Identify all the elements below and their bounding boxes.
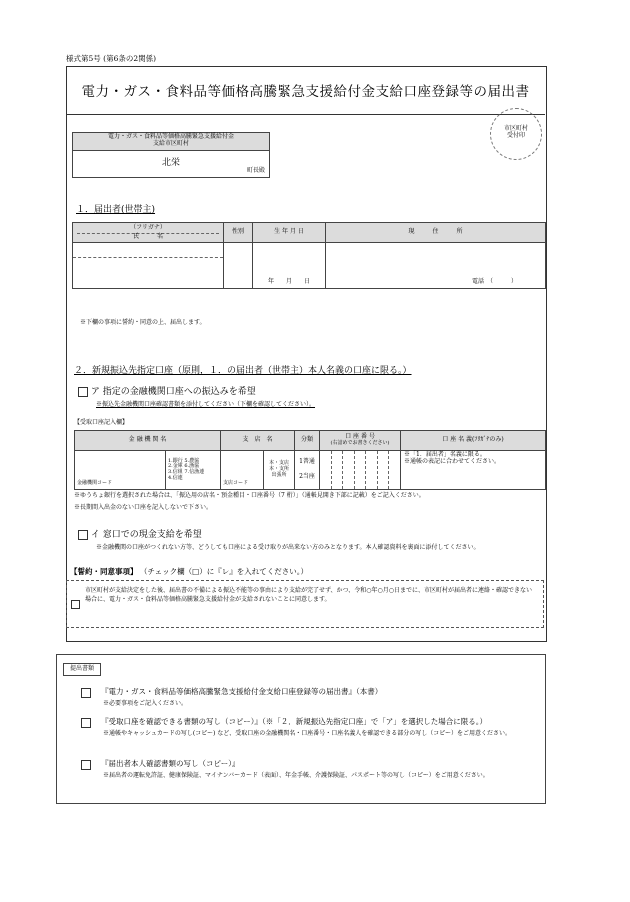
option-i-checkbox[interactable]: [78, 530, 88, 540]
applicant-table: [72, 222, 546, 289]
option-i[interactable]: [78, 527, 202, 540]
phone-label: 電話 （ ）: [471, 278, 517, 286]
dob-field[interactable]: 年 月 日: [253, 243, 326, 289]
yucho-note: ※ゆうちょ銀行を選択された場合は、「振込用の店名・預金種目・口座番号（7 桁）」（通帳見開き下部に記載）をご記入ください。: [74, 492, 425, 499]
form-title: 電力・ガス・食料品等価格高騰緊急支援給付金支給口座登録等の届出書: [66, 66, 545, 115]
option-a-note: ※振込先金融機関口座確認書類を添付してください（下欄を確認してください）。: [96, 401, 316, 408]
col-account: 口 座 番 号: [345, 433, 375, 441]
option-i-note: ※金融機関の口座がつくれない方等、どうしても口座による受け取りが出来ない方のみとなります。本人確認資料を裏面に添付してください。: [96, 544, 480, 551]
account-type-options[interactable]: 1普通 2当座: [295, 451, 320, 490]
branch-code-label: 支店コード: [223, 480, 249, 487]
address-field[interactable]: [326, 243, 546, 289]
municipality-name[interactable]: 北栄: [161, 158, 180, 168]
consent-heading: 【誓約・同意事項】: [70, 567, 138, 576]
pledge-note: ※下欄の事項に誓約・同意の上、届出します。: [80, 319, 206, 326]
name-label: 氏 名: [77, 233, 219, 241]
section1-heading: １．届出者(世帯主): [76, 205, 156, 215]
document-title: 『受取口座を確認できる書類の写し（コピー）』（※「２．新規振込先指定口座」で「ア」を選択した場合に限る。）: [101, 717, 487, 726]
branch-name-field[interactable]: [221, 451, 264, 490]
sex-label: 性別: [224, 223, 253, 243]
reception-stamp-area: [490, 108, 542, 160]
document-note: ※通帳やキャッシュカードの写し(コピー) など、受取口座の金融機関名・口座番号・口座名義人を確認できる部分の写し（コピー）をご用意ください。: [103, 730, 511, 737]
recipient-box: [72, 132, 270, 178]
documents-box: [56, 654, 546, 804]
consent-box: [66, 580, 544, 628]
consent-instruction: （チェック欄（□）に『レ』を入れてください。）: [139, 567, 309, 576]
address-label: 現 住 所: [326, 223, 546, 243]
document-checkbox-2[interactable]: [81, 718, 91, 728]
account-table-caption: 【受取口座記入欄】: [74, 419, 129, 426]
holder-note2: ※通帳の表記に合わせてください。: [404, 457, 501, 465]
stamp-line2: 受付印: [506, 131, 525, 139]
recipient-line2: 支給市区町村: [152, 139, 189, 147]
branch-type-options[interactable]: 本・支店 本・支所 出張所: [264, 451, 295, 490]
form-number: 様式第5号 (第6条の2関係): [66, 54, 157, 63]
option-a[interactable]: [78, 384, 256, 397]
col-branch: 支 店 名: [221, 431, 295, 451]
document-title: 『届出者本人確認書類の写し（コピー）』: [101, 759, 240, 768]
col-type: 分類: [295, 431, 320, 451]
option-a-label: ア 指定の金融機関口座への振込みを希望: [90, 387, 256, 397]
account-holder-field[interactable]: [401, 451, 546, 490]
name-field[interactable]: [73, 258, 223, 288]
document-note: ※必要事項をご記入ください。: [103, 700, 188, 707]
sex-field[interactable]: [224, 243, 253, 289]
holder-note1: ※「1．届出者」名義に限る。: [404, 451, 486, 458]
furigana-field[interactable]: [73, 243, 223, 258]
consent-text: 市区町村が支給決定をした後、届出書の不備による振込不能等の事由により支給が完了せず、かつ、令和○年○月○日までに、市区町村が届出者に連絡・確認できない場合に、電力・ガス・食料品等価格高騰緊急支援給付金が支給されないことに同意します。: [85, 587, 532, 603]
dob-label: 生 年 月 日: [253, 223, 326, 243]
consent-checkbox[interactable]: [71, 600, 80, 609]
col-bank: 金 融 機 関 名: [75, 431, 221, 451]
col-holder: 口 座 名 義(ﾌﾘｶﾞﾅのみ): [401, 431, 546, 451]
consent-header: [70, 567, 308, 576]
document-note: ※届出者の運転免許証、健康保険証、マイナンバーカード（表面）、年金手帳、介護保険証、パスポート等の写し（コピー）をご用意ください。: [103, 772, 489, 779]
section2-heading: ２．新規振込先指定口座（原則，１．の届出者（世帯主）本人名義の口座に限る。）: [74, 366, 412, 376]
furigana-label: （フリガナ）: [130, 223, 166, 231]
col-account-sub: (右詰めでお書きください): [330, 440, 390, 447]
document-title: 『電力・ガス・食料品等価格高騰緊急支援給付金支給口座登録等の届出書』（本書）: [101, 687, 383, 696]
bank-name-field[interactable]: [75, 451, 166, 490]
bank-code-label: 金融機関コード: [77, 480, 113, 487]
account-number-field[interactable]: [320, 451, 401, 490]
recipient-suffix: 町長殿: [246, 167, 265, 175]
longterm-note: ※長期間入出金のない口座を記入しないで下さい。: [74, 504, 213, 511]
option-a-checkbox[interactable]: [78, 387, 88, 397]
account-table: [74, 430, 546, 490]
bank-type-options[interactable]: 1.銀行 5.農協 2.金庫 6.漁協 3.信組 7.信漁連 4.信連: [166, 451, 221, 490]
option-i-label: イ 窓口での現金支給を希望: [90, 530, 202, 540]
document-checkbox-3[interactable]: [81, 760, 91, 770]
document-checkbox-1[interactable]: [81, 688, 91, 698]
documents-label: 提出書類: [63, 663, 101, 676]
stamp-line1: 市区町村: [503, 125, 528, 132]
recipient-line1: 電力・ガス・食料品等価格高騰緊急支援給付金: [107, 133, 234, 140]
